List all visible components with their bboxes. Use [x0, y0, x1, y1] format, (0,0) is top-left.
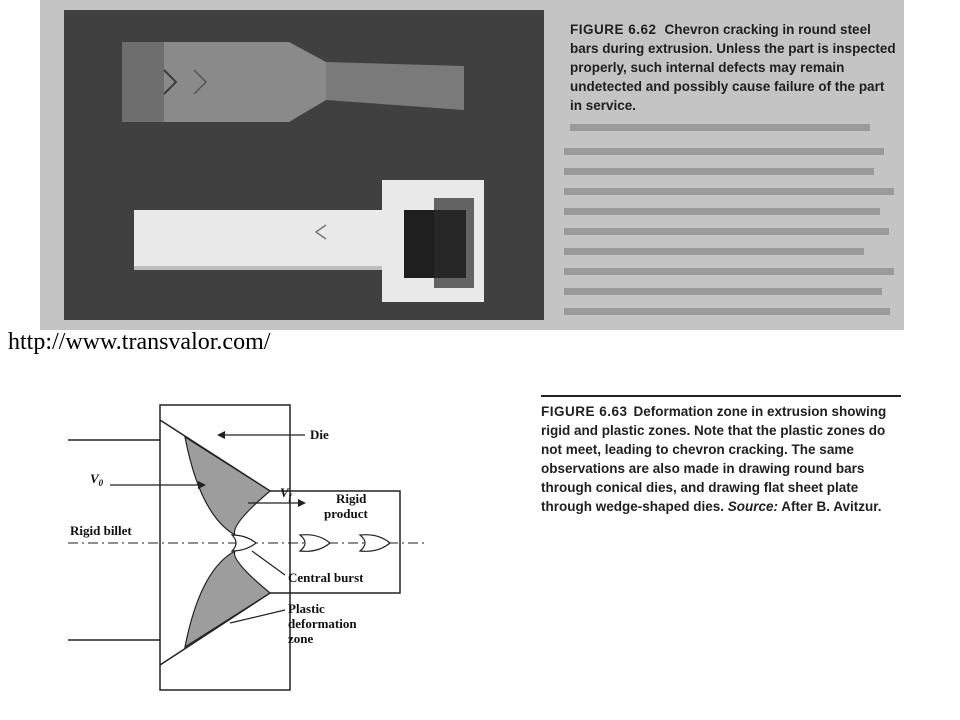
die-block: [160, 405, 290, 690]
blurred-body-text: [560, 118, 904, 328]
figure-6-63-source-text: After B. Avitzur.: [781, 499, 882, 514]
figure-6-63-caption: [541, 402, 906, 516]
figure-6-63-text: Deformation zone in extrusion showing rigid and plastic zones. Note that the plastic zones do not meet, leading to chevron cracking. The same observations are also made in drawing round bars through conical dies, and drawing flat sheet plate through wedge-shaped dies.: [541, 404, 887, 514]
label-rigid-product-1: Rigid: [336, 491, 367, 506]
label-v0-letter: V: [90, 471, 99, 486]
chevron-cracking-photo: [64, 10, 544, 320]
figure-6-62-number: FIGURE 6.62: [570, 22, 657, 37]
scanned-page-top: [40, 0, 904, 330]
label-plastic-3: zone: [288, 631, 314, 646]
label-v0-sub: 0: [98, 478, 104, 488]
figure-6-63-source-label: Source:: [727, 499, 779, 514]
label-vf-letter: V: [280, 485, 289, 500]
source-url: http://www.transvalor.com/: [8, 329, 271, 355]
label-plastic-2: deformation: [288, 616, 357, 631]
label-rigid-billet: Rigid billet: [70, 523, 132, 538]
caption-rule: [541, 395, 901, 397]
label-v0: [90, 471, 104, 488]
deformation-zone-diagram: [60, 385, 440, 695]
figure-6-62-text: Chevron cracking in round steel bars during extrusion. Unless the part is inspected properly, such internal defects may remain undetected and possibly cause failure of the part in service.: [570, 22, 896, 113]
label-vf: [280, 485, 293, 502]
figure-6-63-number: FIGURE 6.63: [541, 404, 628, 419]
label-vf-sub: f: [288, 492, 292, 502]
figure-6-62-caption: [570, 20, 900, 115]
label-plastic-1: Plastic: [288, 601, 325, 616]
label-central-burst: Central burst: [288, 570, 364, 585]
label-die: Die: [310, 427, 329, 442]
label-rigid-product-2: product: [324, 506, 368, 521]
